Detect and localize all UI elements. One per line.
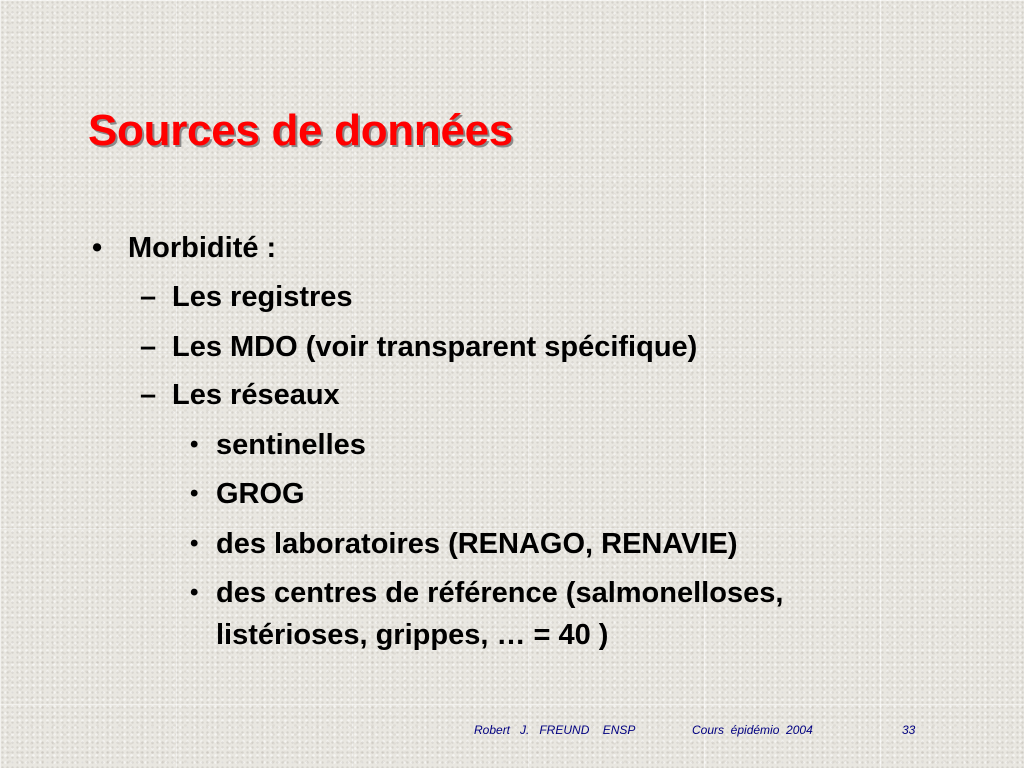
- bullet-marker: •: [190, 431, 199, 458]
- bullet-marker: •: [190, 480, 199, 507]
- bullet-item-registres: Les registres: [172, 281, 353, 313]
- dash-marker: –: [140, 281, 157, 313]
- footer-course: Cours épidémio 2004: [692, 723, 813, 737]
- dash-marker: –: [140, 379, 157, 411]
- dash-marker: –: [140, 331, 157, 363]
- bullet-marker: •: [190, 579, 199, 606]
- bullet-marker: •: [92, 232, 103, 264]
- bullet-item-morbidite: Morbidité :: [128, 232, 277, 264]
- footer-author: Robert J. FREUND ENSP: [474, 723, 636, 737]
- bullet-item-sentinelles: sentinelles: [216, 429, 366, 461]
- bullet-item-centres-reference-continued: listérioses, grippes, … = 40 ): [216, 619, 609, 651]
- slide-title: Sources de données: [88, 106, 513, 155]
- bullet-item-laboratoires: des laboratoires (RENAGO, RENAVIE): [216, 528, 738, 560]
- footer-page-number: 33: [902, 723, 916, 737]
- bullet-item-reseaux: Les réseaux: [172, 379, 340, 411]
- bullet-item-mdo: Les MDO (voir transparent spécifique): [172, 331, 698, 363]
- bullet-item-centres-reference: des centres de référence (salmonelloses,: [216, 577, 784, 609]
- bullet-item-grog: GROG: [216, 478, 305, 510]
- bullet-marker: •: [190, 530, 199, 557]
